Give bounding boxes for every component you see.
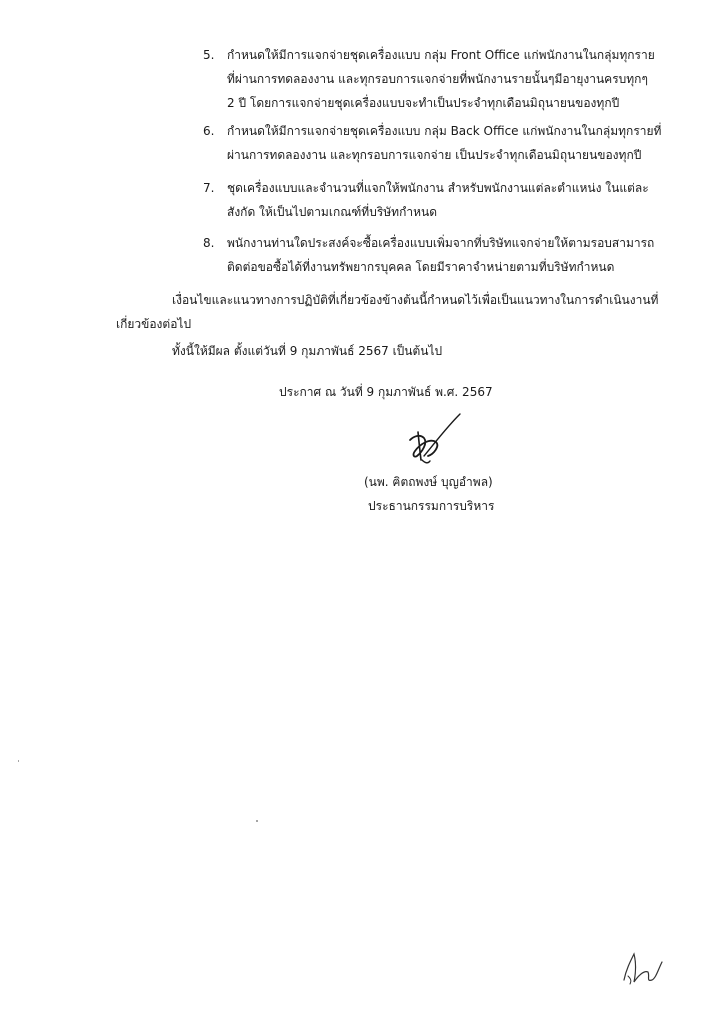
- closing-paragraph-line-1: เงื่อนไขและแนวทางการปฏิบัติที่เกี่ยวข้องข้างต้นนี้กำหนดไว้เพื่อเป็นแนวทางในการดำเนินงานที่: [172, 293, 659, 307]
- list-item-5: [203, 43, 693, 115]
- scan-speck: [256, 820, 258, 822]
- item-number: 5.: [203, 48, 215, 62]
- item-line: 2 ปี โดยการแจกจ่ายชุดเครื่องแบบจะทำเป็นประจำทุกเดือนมิถุนายนของทุกปี: [227, 96, 620, 110]
- item-number: 8.: [203, 236, 215, 250]
- item-line: ชุดเครื่องแบบและจำนวนที่แจกให้พนักงาน สำหรับพนักงานแต่ละตำแหน่ง ในแต่ละ: [227, 181, 649, 195]
- list-item-8: [203, 231, 693, 279]
- announcement-date: ประกาศ ณ วันที่ 9 กุมภาพันธ์ พ.ศ. 2567: [279, 385, 493, 399]
- signatory-title: ประธานกรรมการบริหาร: [368, 499, 495, 513]
- item-line: ติดต่อขอซื้อได้ที่งานทรัพยากรบุคคล โดยมีราคาจำหน่ายตามที่บริษัทกำหนด: [227, 260, 615, 274]
- item-line: กำหนดให้มีการแจกจ่ายชุดเครื่องแบบ กลุ่ม Back Office แก่พนักงานในกลุ่มทุกรายที่: [227, 124, 662, 138]
- signatory-name: (นพ. ฅิตถพงษ์ บุญอำพล): [364, 475, 493, 489]
- closing-paragraph-line-2: เกี่ยวข้องต่อไป: [116, 317, 192, 331]
- item-line: ที่ผ่านการทดลองงาน และทุกรอบการแจกจ่ายที่พนักงานรายนั้นๆมีอายุงานครบทุกๆ: [227, 72, 648, 86]
- effective-date: ทั้งนี้ให้มีผล ตั้งแต่วันที่ 9 กุมภาพันธ์ 2567 เป็นต้นไป: [172, 344, 443, 358]
- item-number: 6.: [203, 124, 215, 138]
- list-item-6: [203, 119, 693, 167]
- item-line: กำหนดให้มีการแจกจ่ายชุดเครื่องแบบ กลุ่ม Front Office แก่พนักงานในกลุ่มทุกราย: [227, 48, 655, 62]
- handwritten-initials: [618, 940, 668, 990]
- list-item-7: [203, 176, 693, 224]
- item-line: พนักงานท่านใดประสงค์จะซื้อเครื่องแบบเพิ่มจากที่บริษัทแจกจ่ายให้ตามรอบสามารถ: [227, 236, 655, 250]
- item-number: 7.: [203, 181, 215, 195]
- handwritten-signature: [400, 408, 480, 478]
- item-line: ผ่านการทดลองงาน และทุกรอบการแจกจ่าย เป็นประจำทุกเดือนมิถุนายนของทุกปี: [227, 148, 642, 162]
- scan-speck: [18, 760, 19, 762]
- item-line: สังกัด ให้เป็นไปตามเกณฑ์ที่บริษัทกำหนด: [227, 205, 438, 219]
